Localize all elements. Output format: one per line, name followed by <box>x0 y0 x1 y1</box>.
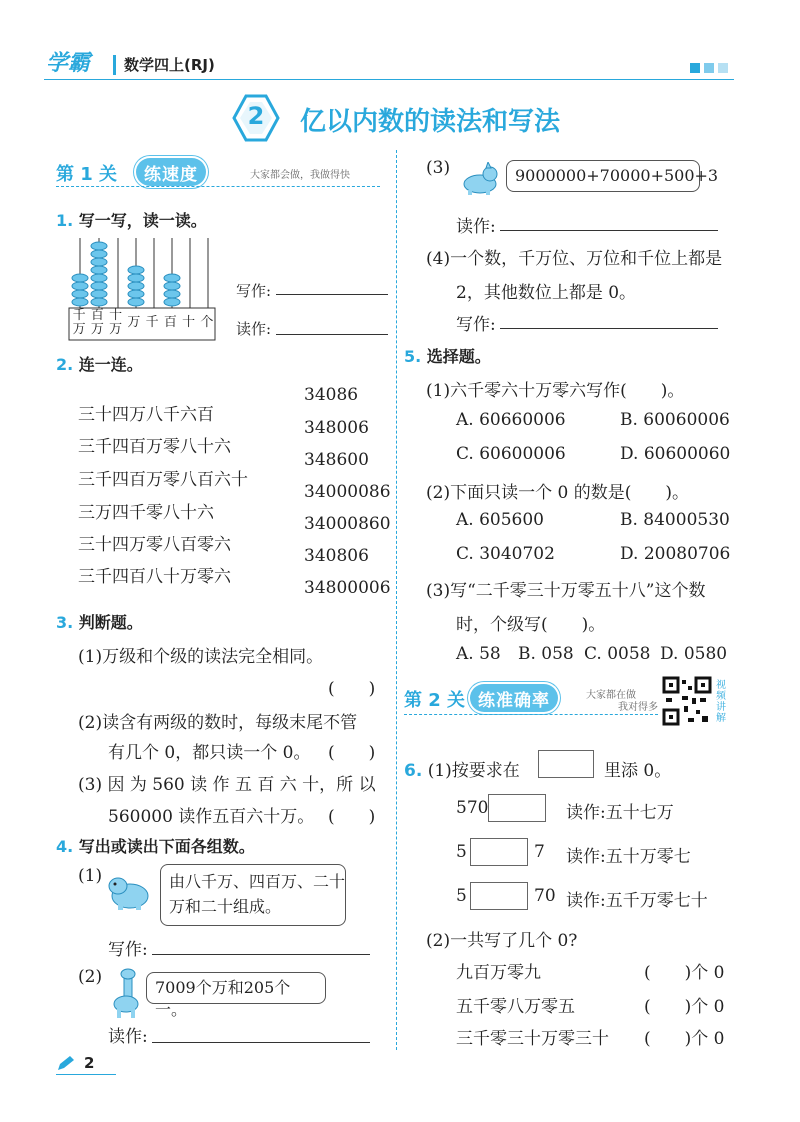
match-left-item[interactable]: 三万四千零八十六 <box>78 503 214 523</box>
q5-sub2-option[interactable]: B. 84000530 <box>620 510 730 530</box>
q6-answer-box[interactable] <box>470 838 528 866</box>
q5-sub1-option[interactable]: D. 60600060 <box>620 444 731 464</box>
q4-write-answer[interactable] <box>152 954 370 955</box>
q4-bubble-3: 9000000+70000+500+3 <box>506 160 700 192</box>
q1-read-label: 读作: <box>236 320 272 338</box>
header-square <box>704 63 714 73</box>
q3-item-2: (2)读含有两级的数时，每级末尾不管 <box>78 713 358 733</box>
giraffe-icon <box>108 968 144 1020</box>
q5-sub1-option[interactable]: A. 60660006 <box>456 410 566 430</box>
q3-answer-paren[interactable]: ( ) <box>328 807 376 827</box>
abacus-label: 千万 <box>72 308 86 337</box>
bubble-text: 万和二十组成。 <box>169 897 282 916</box>
q6-row-reading: 读作:五十七万 <box>566 803 674 823</box>
abacus-label: 个 <box>200 315 214 330</box>
abacus-label: 十万 <box>109 308 123 337</box>
q5-sub2-option[interactable]: D. 20080706 <box>620 544 731 564</box>
q6-answer-box[interactable] <box>470 882 528 910</box>
q1-read-answer[interactable] <box>276 334 388 335</box>
q5-sub3-option[interactable]: A. 58 <box>456 644 501 664</box>
q4-bubble-1 <box>160 864 346 926</box>
q6-row-prefix: 570 <box>456 798 489 818</box>
q5-sub2-option[interactable]: A. 605600 <box>456 510 544 530</box>
q6-row-suffix: 70 <box>534 886 556 906</box>
q6-row-suffix: 7 <box>534 842 545 862</box>
q6-count-text: 三千零三十万零三十 <box>456 1029 609 1049</box>
q6-count-answer[interactable]: ( )个 0 <box>644 997 725 1017</box>
q5-heading: 5. 选择题。 <box>404 347 491 366</box>
abacus-label: 十 <box>182 315 196 330</box>
q4-part4-text: (4)一个数，千万位、万位和千位上都是 <box>426 249 723 269</box>
q6-heading: 6. (1)按要求在 <box>404 761 520 781</box>
q3-item-3-cont: 560000 读作五百六十万。 <box>108 807 315 827</box>
header-square <box>690 63 700 73</box>
q5-sub2-option[interactable]: C. 3040702 <box>456 544 555 564</box>
q4-read-answer[interactable] <box>152 1042 370 1043</box>
q6-count-text: 九百万零九 <box>456 963 541 983</box>
abacus-label: 百万 <box>90 308 104 337</box>
q5-sub1-option[interactable]: B. 60060006 <box>620 410 730 430</box>
q6-row-prefix: 5 <box>456 842 467 862</box>
footer-rule <box>56 1074 116 1075</box>
q6-p1-tail: 里添 0。 <box>604 761 672 781</box>
match-right-item[interactable]: 34000860 <box>304 514 391 534</box>
q3-item-1: (1)万级和个级的读法完全相同。 <box>78 647 324 667</box>
q4-part3-label: (3) <box>426 158 451 178</box>
q4-bubble-2: 7009个万和205个一。 <box>146 972 326 1004</box>
q6-count-text: 五千零八万零五 <box>456 997 575 1017</box>
match-right-item[interactable]: 348600 <box>304 450 369 470</box>
q6-count-answer[interactable]: ( )个 0 <box>644 1029 725 1049</box>
abacus-labels <box>70 309 216 337</box>
abacus-label: 万 <box>127 315 141 330</box>
q4-part2-label: (2) <box>78 967 103 987</box>
q6-row-reading: 读作:五千万零七十 <box>566 891 708 911</box>
q6-count-answer[interactable]: ( )个 0 <box>644 963 725 983</box>
q1-write-answer[interactable] <box>276 294 388 295</box>
qr-code-icon[interactable] <box>662 676 712 726</box>
bubble-text: 由八千万、四百万、二十 <box>169 872 346 891</box>
q3-item-2-cont: 有几个 0，都只读一个 0。 <box>108 743 311 763</box>
match-right-item[interactable]: 34800006 <box>304 578 391 598</box>
q2-heading: 2. 连一连。 <box>56 355 143 374</box>
pencil-icon <box>56 1056 76 1072</box>
q4-write-label-4: 写作: <box>456 315 496 335</box>
level2-badge: 练准确率 <box>470 684 558 712</box>
header-separator <box>113 55 116 75</box>
q3-heading: 3. 判断题。 <box>56 613 143 632</box>
column-divider <box>396 150 397 1050</box>
q4-write-answer-4[interactable] <box>500 328 718 329</box>
q5-sub3: (3)写“二千零三十万零五十八”这个数 <box>426 581 706 601</box>
q4-heading: 4. 写出或读出下面各组数。 <box>56 837 255 856</box>
q3-answer-paren[interactable]: ( ) <box>328 679 376 699</box>
level1-badge: 练速度 <box>136 158 206 186</box>
match-right-item[interactable]: 340806 <box>304 546 369 566</box>
dog-icon <box>456 162 500 196</box>
match-right-item[interactable]: 348006 <box>304 418 369 438</box>
q3-answer-paren[interactable]: ( ) <box>328 743 376 763</box>
q4-part1-label: (1) <box>78 866 103 886</box>
q1-heading: 1. 写一写，读一读。 <box>56 211 207 230</box>
brand-logo: 学霸 <box>46 51 91 76</box>
match-right-item[interactable]: 34000086 <box>304 482 391 502</box>
q5-sub2: (2)下面只读一个 0 的数是( )。 <box>426 483 689 503</box>
level2-slogan-2: 我对得多 <box>618 702 658 713</box>
abacus-label: 百 <box>163 315 177 330</box>
q6-answer-box[interactable] <box>488 794 546 822</box>
level2-label: 第 2 关 <box>404 690 466 711</box>
q6-example-box <box>538 750 594 778</box>
match-left-item[interactable]: 三千四百八十万零六 <box>78 567 231 587</box>
q4-read-label: 读作: <box>108 1027 148 1047</box>
match-left-item[interactable]: 三千四百万零八百六十 <box>78 470 248 490</box>
q5-sub3-option[interactable]: B. 058 <box>518 644 574 664</box>
header-rule <box>44 79 734 80</box>
q5-sub1-option[interactable]: C. 60600006 <box>456 444 566 464</box>
q5-sub1: (1)六千零六十万零六写作( )。 <box>426 381 685 401</box>
q5-sub3-option[interactable]: D. 0580 <box>660 644 728 664</box>
lesson-number: 2 <box>247 102 265 130</box>
q5-sub3-option[interactable]: C. 0058 <box>584 644 651 664</box>
q6-part2: (2)一共写了几个 0? <box>426 931 578 951</box>
match-left-item[interactable]: 三千四百万零八十六 <box>78 437 231 457</box>
match-right-item[interactable]: 34086 <box>304 385 359 405</box>
q4-read-answer-3[interactable] <box>500 230 718 231</box>
q1-write-label: 写作: <box>236 282 272 300</box>
level1-label: 第 1 关 <box>56 164 118 185</box>
abacus-label: 千 <box>145 315 159 330</box>
lesson-title: 亿以内数的读法和写法 <box>300 107 561 137</box>
q5-sub3-cont: 时，个级写( )。 <box>456 615 606 635</box>
level2-slogan-1: 大家都在做 <box>586 690 636 701</box>
q4-write-label: 写作: <box>108 940 148 960</box>
q4-part4-text-cont: 2，其他数位上都是 0。 <box>456 283 637 303</box>
hippo-icon <box>104 872 152 912</box>
q4-read-label-3: 读作: <box>456 217 496 237</box>
level1-rule <box>56 186 380 187</box>
q6-row-reading: 读作:五十万零七 <box>566 847 691 867</box>
qr-label: 视频讲解 <box>716 680 726 724</box>
header-square <box>718 63 728 73</box>
match-left-item[interactable]: 三十四万零八百零六 <box>78 535 231 555</box>
q6-row-prefix: 5 <box>456 886 467 906</box>
page-number: 2 <box>84 1054 95 1072</box>
level2-rule <box>404 714 658 715</box>
book-title: 数学四上(RJ) <box>124 56 215 74</box>
q3-item-3: (3) 因 为 560 读 作 五 百 六 十，所 以 <box>78 775 376 795</box>
match-left-item[interactable]: 三十四万八千六百 <box>78 405 214 425</box>
level1-slogan: 大家都会做，我做得快 <box>250 170 350 181</box>
